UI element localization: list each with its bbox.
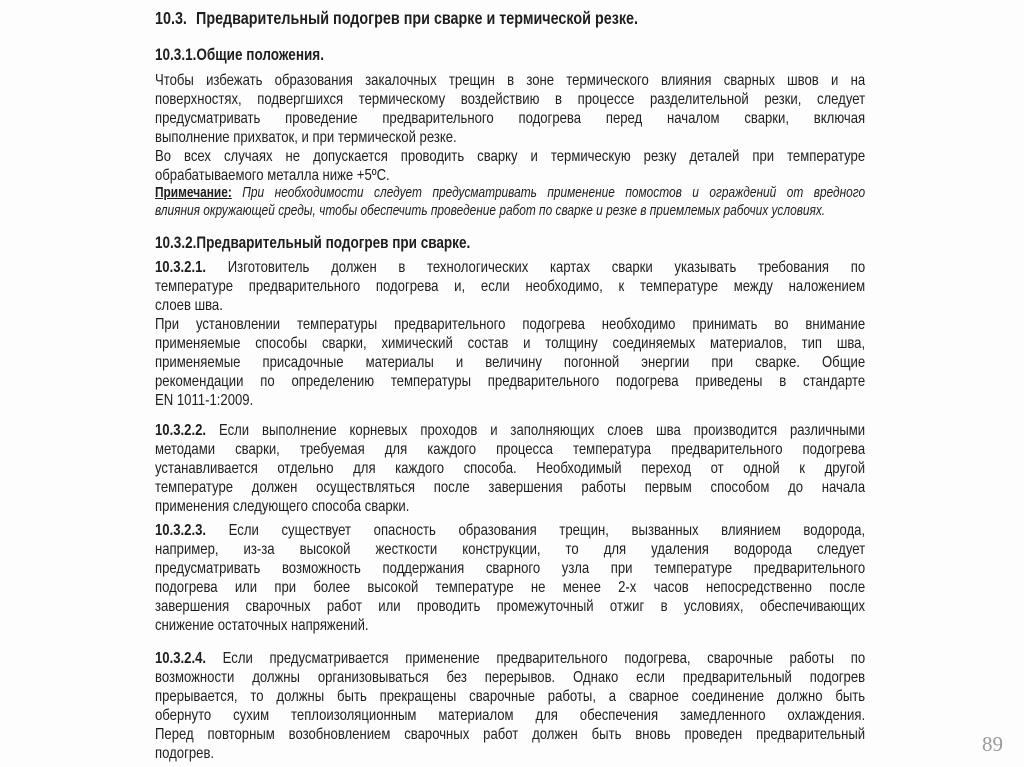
clause-number: 10.3.2.1. (155, 259, 207, 276)
text-line (155, 616, 865, 635)
heading-10-3-1: 10.3.1.Общие положения. (155, 46, 324, 64)
line-text: Если существует опасность образования трещин, вызванных влиянием водорода, (206, 522, 866, 539)
text-line (155, 706, 865, 725)
line-text: EN 1011-1:2009. (155, 392, 254, 409)
paragraph (155, 147, 865, 185)
text-line (155, 296, 865, 315)
line-text: методами сварки, требуемая для каждого процесса температура предварительного подогрева (155, 441, 866, 458)
text-line (155, 521, 865, 540)
line-text: применения следующего способа сварки. (155, 498, 410, 515)
paragraph (155, 258, 865, 315)
line-text: возможности должны организовываться без перерывов. Однако если предварительный подогрев (155, 669, 866, 686)
line-text: Во всех случаях не допускается проводить сварку и термическую резку деталей при температуре (155, 148, 866, 165)
clause-number: 10.3.2.3. (155, 522, 207, 539)
line-text: применяемые способы сварки, химический состав и толщину соединяемых материалов, тип шва, (155, 335, 866, 352)
text-line (155, 597, 865, 616)
text-line (155, 109, 865, 128)
text-line (155, 277, 865, 296)
line-text: обернуто сухим теплоизоляционным материалом для обеспечения замедленного охлаждения. (155, 707, 866, 724)
text-line (155, 687, 865, 706)
line-text: подогрев. (155, 745, 215, 762)
clause-number: Примечание: (155, 185, 232, 201)
line-text: Чтобы избежать образования закалочных трещин в зоне термического влияния сварных швов и на (155, 72, 866, 89)
clause-number: 10.3.2.4. (155, 650, 207, 667)
text-line (155, 725, 865, 744)
text-line (155, 128, 865, 147)
line-text: влияния окружающей среды, чтобы обеспечить проведение работ по сварке и резке в приемлемых рабочих условиях. (155, 203, 826, 219)
text-line (155, 440, 865, 459)
paragraph (155, 315, 865, 410)
paragraph (155, 421, 865, 516)
text-line (155, 353, 865, 372)
text-line (155, 668, 865, 687)
line-text: поверхностях, подвергшихся термическому воздействию в процессе разделительной резки, следует (155, 91, 866, 108)
line-text: температуре предварительного подогрева и, если необходимо, к температуре между наложением (155, 278, 866, 295)
text-line (155, 71, 865, 90)
line-text: применяемые присадочные материалы и величину погонной энергии при сварке. Общие (155, 354, 866, 371)
text-line (155, 459, 865, 478)
line-text: При установлении температуры предварительного подогрева необходимо принимать во внимание (155, 316, 866, 333)
paragraph (155, 649, 865, 763)
text-line (155, 147, 865, 166)
paragraph (155, 521, 865, 635)
line-text: предусматривать проведение предварительного подогрева перед началом сварки, включая (155, 110, 866, 127)
line-text: При необходимости следует предусматривать применение помостов и ограждений от вредного (231, 185, 866, 201)
text-line (155, 421, 865, 440)
line-text: предусматривать возможность поддержания сварного узла при температуре предварительного (155, 560, 866, 577)
text-line (155, 578, 865, 597)
text-line (155, 372, 865, 391)
text-line (155, 90, 865, 109)
line-text: устанавливается отдельно для каждого способа. Необходимый переход от одной к другой (155, 460, 866, 477)
text-line (155, 559, 865, 578)
line-text: например, из-за высокой жесткости конструкции, то для удаления водорода следует (155, 541, 866, 558)
text-line (155, 744, 865, 763)
line-text: снижение остаточных напряжений. (155, 617, 369, 634)
text-line (155, 649, 865, 668)
text-line (155, 478, 865, 497)
heading-10-3-2: 10.3.2.Предварительный подогрев при сварке. (155, 234, 471, 252)
line-text: выполнение прихваток, и при термической резке. (155, 129, 457, 146)
line-text: Если выполнение корневых проходов и заполняющих слоев шва производится различными (206, 422, 866, 439)
section-title (155, 8, 865, 28)
line-text: обрабатываемого металла ниже +5ºС. (155, 167, 390, 184)
text-line (155, 315, 865, 334)
text-line (155, 391, 865, 410)
text-line (155, 497, 865, 516)
paragraph (155, 71, 865, 147)
section-title-text: Предварительный подогрев при сварке и термической резке. (196, 8, 638, 28)
line-text: Перед повторным возобновлением сварочных работ должен быть вновь проведен предварительный (155, 726, 866, 743)
text-line (155, 540, 865, 559)
line-text: рекомендации по определению температуры предварительного подогрева приведены в стандарте (155, 373, 866, 390)
text-line (155, 184, 865, 202)
line-text: Если предусматривается применение предварительного подогрева, сварочные работы по (206, 650, 866, 667)
clause-number: 10.3.2.2. (155, 422, 207, 439)
section-number: 10.3. (155, 8, 187, 28)
line-text: подогрева или при более высокой температуре не менее 2-х часов непосредственно после (155, 579, 866, 596)
line-text: завершения сварочных работ или проводить промежуточный отжиг в условиях, обеспечивающих (155, 598, 866, 615)
text-line (155, 202, 865, 220)
note (155, 184, 865, 220)
line-text: Изготовитель должен в технологических картах сварки указывать требования по (206, 259, 866, 276)
text-line (155, 334, 865, 353)
page-number: 89 (982, 732, 1003, 756)
line-text: слоев шва. (155, 297, 223, 314)
line-text: прерывается, то должны быть прекращены сварочные работы, а сварное соединение должно быть (155, 688, 866, 705)
line-text: температуре должен осуществляться после завершения работы первым способом до начала (155, 479, 866, 496)
text-line (155, 166, 865, 185)
text-line (155, 258, 865, 277)
